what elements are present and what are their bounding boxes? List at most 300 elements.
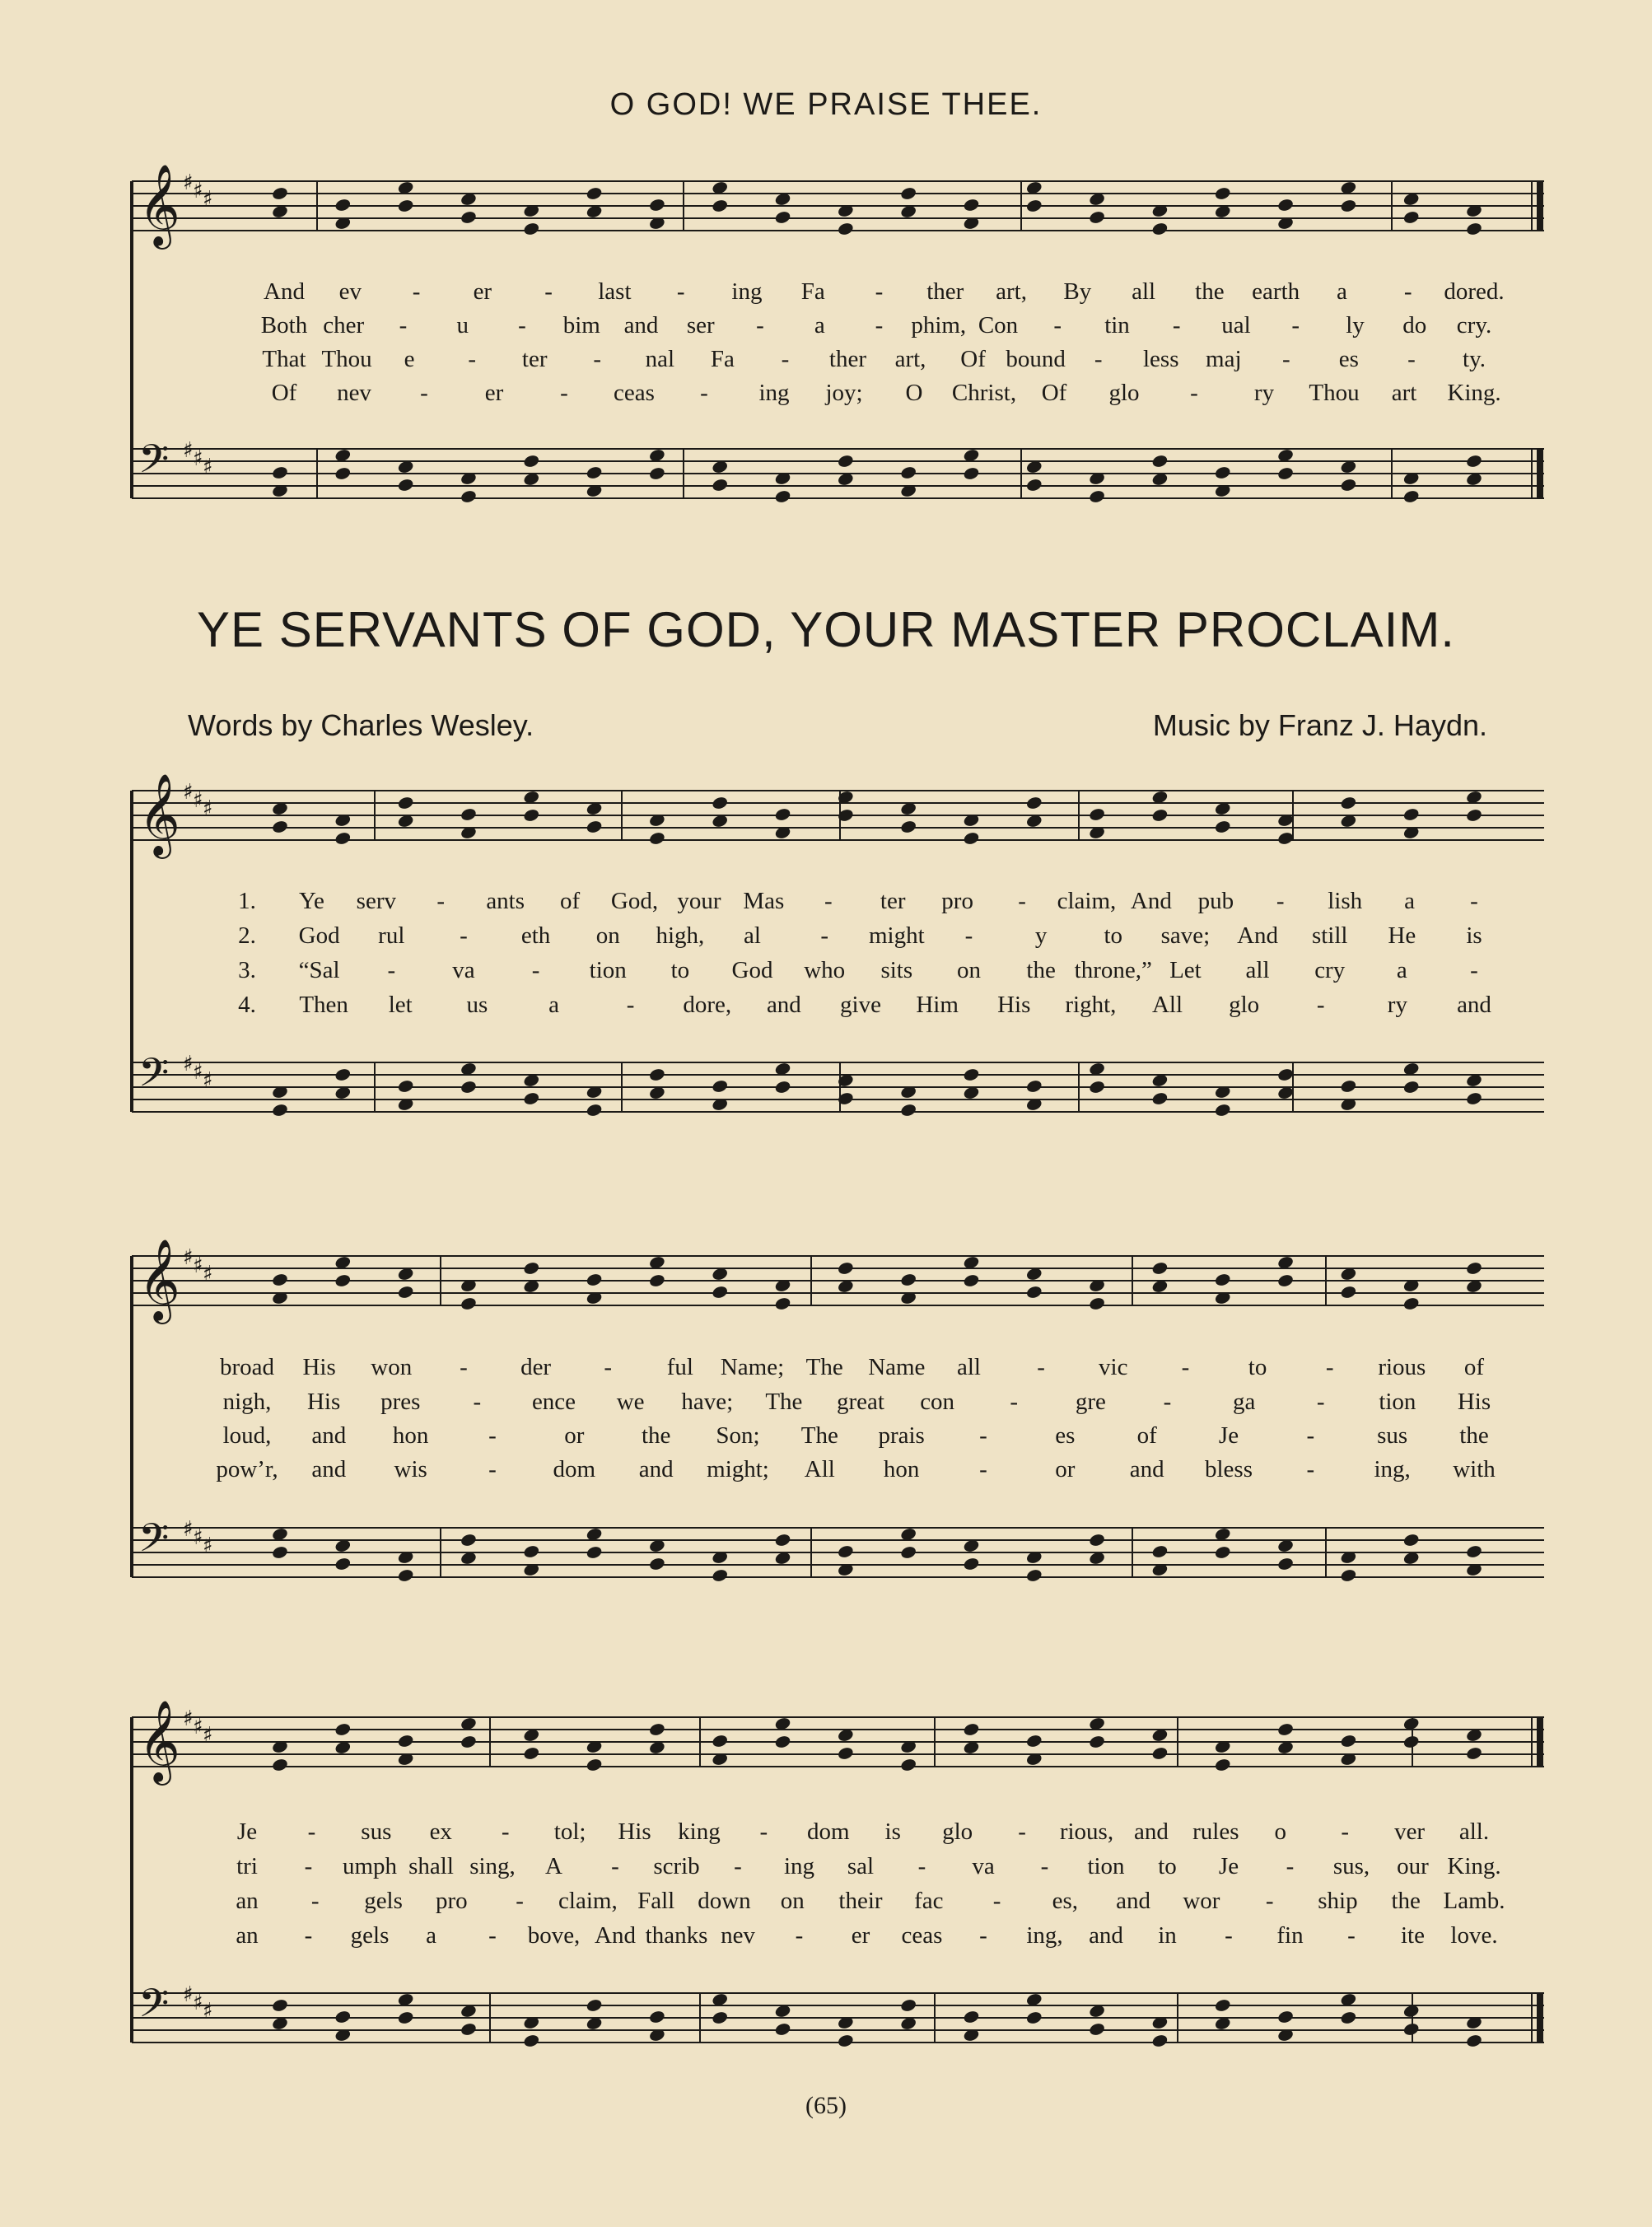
lyric-syllable: - [1306, 1456, 1315, 1482]
system2-verse-3 [0, 1422, 1652, 1455]
lyric-syllable: Fall [637, 1888, 675, 1914]
note-head [837, 2033, 854, 2048]
note-head [963, 1557, 980, 1571]
lyric-syllable: ry [1253, 380, 1275, 406]
hymn1-verse-1 [0, 278, 1652, 311]
lyric-syllable: - [544, 278, 553, 305]
lyric-syllable: cry. [1456, 312, 1492, 338]
sharp-sign: ♯ [183, 438, 194, 463]
note-head [774, 1080, 791, 1095]
lyric-syllable: tion [1087, 1853, 1125, 1879]
lyric-syllable: and [623, 312, 659, 338]
note-head [397, 478, 414, 493]
lyric-syllable: Con [978, 312, 1019, 338]
note-head [1465, 1261, 1482, 1276]
note-head [1340, 198, 1357, 213]
lyric-syllable: earth [1252, 278, 1300, 305]
note-head [586, 1103, 603, 1118]
lyric-syllable: - [1291, 312, 1300, 338]
lyric-syllable: won [371, 1354, 413, 1380]
lyric-syllable: the [1195, 278, 1225, 305]
note-head [460, 807, 477, 822]
note-head [1151, 2033, 1169, 2048]
note-head [397, 1285, 414, 1300]
system3-verse-1 [0, 1818, 1652, 1851]
lyric-syllable: - [1316, 992, 1325, 1018]
note-head [1151, 808, 1169, 823]
note-head [1025, 2010, 1043, 2025]
note-head [1214, 819, 1231, 834]
note-head [774, 2022, 791, 2037]
note-head [1088, 1734, 1105, 1749]
lyric-syllable: - [1018, 888, 1026, 914]
lyric-syllable: their [838, 1888, 883, 1914]
note-head [334, 466, 352, 481]
note-head [271, 1272, 288, 1287]
lyric-syllable: 3. [238, 957, 256, 983]
lyric-syllable: bove, [527, 1922, 581, 1949]
lyric-syllable: - [1325, 1354, 1334, 1380]
lyric-syllable: - [1018, 1818, 1026, 1845]
lyric-syllable: God [298, 922, 340, 949]
lyric-syllable: - [759, 1818, 768, 1845]
lyric-syllable: and [1133, 1818, 1169, 1845]
lyric-syllable: might [868, 922, 925, 949]
lyric-syllable: ence [531, 1389, 576, 1415]
lyric-syllable: ship [1318, 1888, 1358, 1914]
lyric-syllable: or [1055, 1456, 1076, 1482]
lyric-syllable: Both [260, 312, 308, 338]
lyric-syllable: - [436, 888, 446, 914]
lyric-syllable: right, [1065, 992, 1117, 1018]
hymn2-title: YE SERVANTS OF GOD, YOUR MASTER PROCLAIM. [197, 602, 1455, 657]
lyric-syllable: ual [1221, 312, 1251, 338]
lyric-syllable: u [456, 312, 469, 338]
lyric-syllable: - [560, 380, 568, 406]
lyric-syllable: rious, [1059, 1818, 1114, 1845]
note-head [1465, 1544, 1482, 1559]
lyric-syllable: - [1225, 1922, 1233, 1949]
note-head [1025, 796, 1043, 810]
note-head [837, 1746, 854, 1761]
lyric-syllable: sal [847, 1853, 875, 1879]
lyric-syllable: loud, [222, 1422, 272, 1449]
lyric-syllable: - [387, 957, 396, 983]
lyric-syllable: pub [1197, 888, 1234, 914]
note-head [334, 1722, 352, 1737]
lyric-syllable: es, [1052, 1888, 1079, 1914]
note-head [1088, 1533, 1105, 1548]
hymn1-verse-4 [0, 380, 1652, 413]
lyric-syllable: give [840, 992, 881, 1018]
lyric-syllable: broad [219, 1354, 275, 1380]
system1-verse-1 [0, 888, 1652, 921]
lyric-syllable: Then [299, 992, 348, 1018]
lyric-syllable: “Sal [298, 957, 340, 983]
lyric-syllable: His [306, 1389, 341, 1415]
lyric-syllable: - [756, 312, 764, 338]
lyric-syllable: glo [1108, 380, 1140, 406]
lyric-syllable: - [304, 1853, 313, 1879]
lyric-syllable: hon [883, 1456, 920, 1482]
lyric-syllable: - [593, 346, 602, 372]
note-head [271, 1545, 288, 1560]
note-head [271, 1998, 288, 2013]
lyric-syllable: Name [868, 1354, 926, 1380]
lyric-syllable: - [1163, 1389, 1172, 1415]
lyric-syllable: - [964, 922, 973, 949]
lyric-syllable: - [1470, 888, 1478, 914]
lyric-syllable: - [1040, 1853, 1049, 1879]
lyric-syllable: is [1466, 922, 1482, 949]
lyric-syllable: - [420, 380, 428, 406]
note-head [586, 1545, 603, 1560]
note-head [712, 1079, 729, 1094]
note-head [1276, 466, 1294, 481]
lyric-syllable: - [460, 922, 468, 949]
note-head [963, 1067, 980, 1082]
lyric-syllable: Lamb. [1443, 1888, 1505, 1914]
lyric-syllable: His [302, 1354, 336, 1380]
lyric-syllable: ful [666, 1354, 693, 1380]
treble-clef: 𝄞 [138, 1239, 180, 1321]
lyric-syllable: And [1237, 922, 1279, 949]
lyric-syllable: umph [342, 1853, 398, 1879]
note-head [1465, 808, 1482, 823]
lyric-syllable: His [997, 992, 1031, 1018]
lyric-syllable: lish [1328, 888, 1363, 914]
lyric-syllable: of [560, 888, 581, 914]
lyric-syllable: all [1132, 278, 1156, 305]
lyric-syllable: on [956, 957, 981, 983]
note-head [1151, 454, 1169, 469]
lyric-syllable: our [1397, 1853, 1429, 1879]
lyric-syllable: wor [1183, 1888, 1220, 1914]
lyric-syllable: to [670, 957, 690, 983]
lyric-syllable: have; [681, 1389, 734, 1415]
note-head [1276, 1722, 1294, 1737]
lyric-syllable: - [1053, 312, 1062, 338]
note-head [1465, 222, 1482, 236]
lyric-syllable: - [488, 1922, 497, 1949]
lyric-syllable: glo [1229, 992, 1260, 1018]
lyric-syllable: ty. [1463, 346, 1486, 372]
lyric-syllable: joy; [825, 380, 863, 406]
lyric-syllable: ing [731, 278, 763, 305]
lyric-syllable: your [677, 888, 721, 914]
lyric-syllable: ry [1387, 992, 1407, 1018]
lyric-syllable: ga [1232, 1389, 1256, 1415]
system3-verse-2 [0, 1853, 1652, 1886]
lyric-syllable: ex [429, 1818, 452, 1845]
note-head [1276, 2010, 1294, 2024]
note-head [523, 808, 540, 823]
lyric-syllable: - [1010, 1389, 1019, 1415]
lyric-syllable: ants [486, 888, 525, 914]
lyric-syllable: All [1151, 992, 1183, 1018]
lyric-syllable: er [473, 278, 492, 305]
lyric-syllable: o [1274, 1818, 1286, 1845]
lyric-syllable: down [698, 1888, 751, 1914]
lyric-syllable: ing, [1374, 1456, 1411, 1482]
lyric-syllable: Christ, [951, 380, 1017, 406]
sharp-sign: ♯ [193, 179, 203, 203]
lyric-syllable: last [598, 278, 632, 305]
lyric-syllable: nev [721, 1922, 755, 1949]
lyric-syllable: dore, [683, 992, 732, 1018]
lyric-syllable: - [531, 957, 540, 983]
hymn1-title: O GOD! WE PRAISE THEE. [609, 87, 1043, 122]
note-head [837, 222, 854, 236]
note-head [1088, 807, 1105, 822]
sharp-sign: ♯ [183, 170, 194, 195]
lyric-syllable: ceas [901, 1922, 943, 1949]
lyric-syllable: still [1311, 922, 1348, 949]
lyric-syllable: dored. [1444, 278, 1505, 305]
lyric-syllable: tion [589, 957, 627, 983]
system1-verse-2 [0, 922, 1652, 955]
lyric-syllable: in [1158, 1922, 1177, 1949]
note-head [1088, 2022, 1105, 2037]
note-head [397, 796, 414, 810]
note-head [271, 186, 288, 201]
note-head [523, 1091, 540, 1106]
lyric-syllable: - [992, 1888, 1001, 1914]
note-head [963, 1722, 980, 1737]
lyric-syllable: - [1316, 1389, 1325, 1415]
note-head [774, 1533, 791, 1548]
note-head [712, 1568, 729, 1583]
words-credit: Words by Charles Wesley. [188, 708, 534, 742]
lyric-syllable: 1. [238, 888, 256, 914]
lyric-syllable: a [1337, 278, 1347, 305]
lyric-syllable: - [875, 312, 884, 338]
note-head [899, 1545, 917, 1560]
lyric-syllable: claim, [1057, 888, 1117, 914]
lyric-syllable: ther [926, 278, 964, 305]
note-head [1214, 186, 1231, 201]
system3-verse-3 [0, 1888, 1652, 1921]
lyric-syllable: and [1116, 1888, 1151, 1914]
lyric-syllable: es [1055, 1422, 1076, 1449]
note-head [334, 2010, 352, 2024]
lyric-syllable: ly [1346, 312, 1365, 338]
lyric-syllable: rul [378, 922, 405, 949]
sharp-sign: ♯ [203, 1262, 213, 1286]
system2-verse-2 [0, 1389, 1652, 1422]
lyric-syllable: glo [942, 1818, 973, 1845]
bass-clef: 𝄢 [138, 1049, 170, 1105]
lyric-syllable: O [905, 380, 923, 406]
lyric-syllable: - [473, 1389, 482, 1415]
lyric-syllable: king [678, 1818, 721, 1845]
sharp-sign: ♯ [183, 1706, 194, 1731]
lyric-syllable: - [304, 1922, 313, 1949]
note-head [963, 198, 980, 212]
note-head [1402, 807, 1420, 822]
lyric-syllable: - [1403, 278, 1412, 305]
note-head [712, 796, 729, 810]
lyric-syllable: ing, [1026, 1922, 1063, 1949]
lyric-syllable: ter [521, 346, 548, 372]
lyric-syllable: pres [380, 1389, 421, 1415]
lyric-syllable: art, [894, 346, 926, 372]
lyric-syllable: eth [520, 922, 551, 949]
note-head [1025, 1734, 1043, 1748]
note-head [899, 465, 917, 480]
lyric-syllable: and [311, 1422, 347, 1449]
lyric-syllable: tol; [553, 1818, 586, 1845]
lyric-syllable: - [1281, 346, 1290, 372]
lyric-syllable: - [700, 380, 708, 406]
note-head [1025, 478, 1043, 493]
note-head [1340, 796, 1357, 810]
note-head [397, 1734, 414, 1748]
lyric-syllable: ser [686, 312, 715, 338]
lyric-syllable: His [1457, 1389, 1491, 1415]
note-head [1214, 1758, 1231, 1772]
lyric-syllable: phim, [911, 312, 967, 338]
sharp-sign: ♯ [183, 1982, 194, 2007]
lyric-syllable: all. [1458, 1818, 1490, 1845]
lyric-syllable: art [1391, 380, 1417, 406]
lyric-syllable: and [1089, 1922, 1123, 1949]
note-head [271, 465, 288, 480]
lyric-syllable: God [731, 957, 773, 983]
lyric-syllable: God, [610, 888, 659, 914]
bass-clef: 𝄢 [138, 436, 170, 492]
lyric-syllable: love. [1450, 1922, 1498, 1949]
note-head [334, 1557, 352, 1571]
lyric-syllable: gels [364, 1888, 403, 1914]
lyric-syllable: do [1402, 312, 1427, 338]
lyric-syllable: and [1129, 1456, 1164, 1482]
sharp-sign: ♯ [203, 1723, 213, 1748]
lyric-syllable: er [484, 380, 504, 406]
note-head [1340, 2010, 1357, 2025]
note-head [963, 1273, 980, 1288]
note-head [774, 210, 791, 225]
lyric-syllable: and [766, 992, 801, 1018]
note-head [712, 1734, 729, 1748]
note-head [397, 2010, 414, 2025]
lyric-syllable: And [264, 278, 305, 305]
treble-clef: 𝄞 [138, 773, 180, 856]
note-head [774, 1296, 791, 1311]
lyric-syllable: tin [1104, 312, 1130, 338]
lyric-syllable: a [1396, 957, 1407, 983]
lyric-syllable: hon [392, 1422, 429, 1449]
lyric-syllable: ther [828, 346, 867, 372]
note-head [334, 831, 352, 846]
lyric-syllable: cry [1314, 957, 1346, 983]
note-head [963, 466, 980, 481]
lyric-syllable: to [1248, 1354, 1267, 1380]
note-head [899, 1272, 917, 1287]
note-head [523, 1746, 540, 1761]
lyric-syllable: save; [1160, 922, 1211, 949]
lyric-syllable: King. [1447, 380, 1501, 406]
lyric-syllable: Of [1041, 380, 1067, 406]
lyric-syllable: and [638, 1456, 674, 1482]
lyric-syllable: - [979, 1422, 987, 1449]
sharp-sign: ♯ [193, 788, 203, 813]
lyric-syllable: - [1470, 957, 1478, 983]
note-head [1151, 1746, 1169, 1761]
lyric-syllable: we [616, 1389, 645, 1415]
note-head [837, 1261, 854, 1276]
note-head [1025, 1568, 1043, 1583]
lyric-syllable: the [641, 1422, 671, 1449]
lyric-syllable: - [516, 1888, 524, 1914]
note-head [334, 198, 352, 212]
note-head [899, 1758, 917, 1772]
lyric-syllable: Ye [298, 888, 324, 914]
lyric-syllable: or [564, 1422, 585, 1449]
note-head [460, 1080, 477, 1095]
note-head [1276, 1557, 1294, 1571]
lyric-syllable: Je [236, 1818, 258, 1845]
note-head [1465, 454, 1482, 469]
lyric-syllable: pow’r, [216, 1456, 278, 1482]
hymn1-verse-3 [0, 346, 1652, 379]
note-head [586, 465, 603, 480]
lyric-syllable: on [595, 922, 620, 949]
note-head [271, 1103, 288, 1118]
lyric-syllable: of [1136, 1422, 1157, 1449]
lyric-syllable: - [824, 888, 833, 914]
note-head [1276, 831, 1294, 846]
lyric-syllable: gels [350, 1922, 390, 1949]
lyric-syllable: - [488, 1422, 497, 1449]
sharp-sign: ♯ [183, 1517, 194, 1542]
lyric-syllable: nev [337, 380, 371, 406]
lyric-syllable: of [1463, 1354, 1485, 1380]
lyric-syllable: sits [880, 957, 913, 983]
note-head [271, 1758, 288, 1772]
lyric-syllable: The [805, 1354, 843, 1380]
note-head [523, 222, 540, 236]
lyric-syllable: pro [941, 888, 973, 914]
lyric-syllable: the [1391, 1888, 1421, 1914]
lyric-syllable: That [262, 346, 306, 372]
lyric-syllable: va [452, 957, 475, 983]
note-head [837, 1544, 854, 1559]
lyric-syllable: less [1142, 346, 1179, 372]
music-credit: Music by Franz J. Haydn. [1152, 708, 1487, 742]
lyric-syllable: He [1388, 922, 1416, 949]
lyric-syllable: The [765, 1389, 803, 1415]
lyric-syllable: - [875, 278, 884, 305]
note-head [397, 1568, 414, 1583]
note-head [774, 1734, 791, 1749]
lyric-syllable: His [618, 1818, 651, 1845]
lyric-syllable: a [1404, 888, 1416, 914]
lyric-syllable: - [1037, 1354, 1045, 1380]
lyric-syllable: sing, [469, 1853, 516, 1879]
lyric-syllable: us [466, 992, 488, 1018]
note-head [1214, 1545, 1231, 1560]
lyric-syllable: Thou [321, 346, 372, 372]
lyric-syllable: ceas [614, 380, 655, 406]
bass-clef: 𝄢 [138, 1980, 170, 2036]
lyric-syllable: rules [1192, 1818, 1239, 1845]
note-head [1402, 489, 1420, 504]
lyric-syllable: might; [707, 1456, 769, 1482]
lyric-syllable: al [744, 922, 761, 949]
note-head [1088, 489, 1105, 504]
lyric-syllable: a [426, 1922, 436, 1949]
